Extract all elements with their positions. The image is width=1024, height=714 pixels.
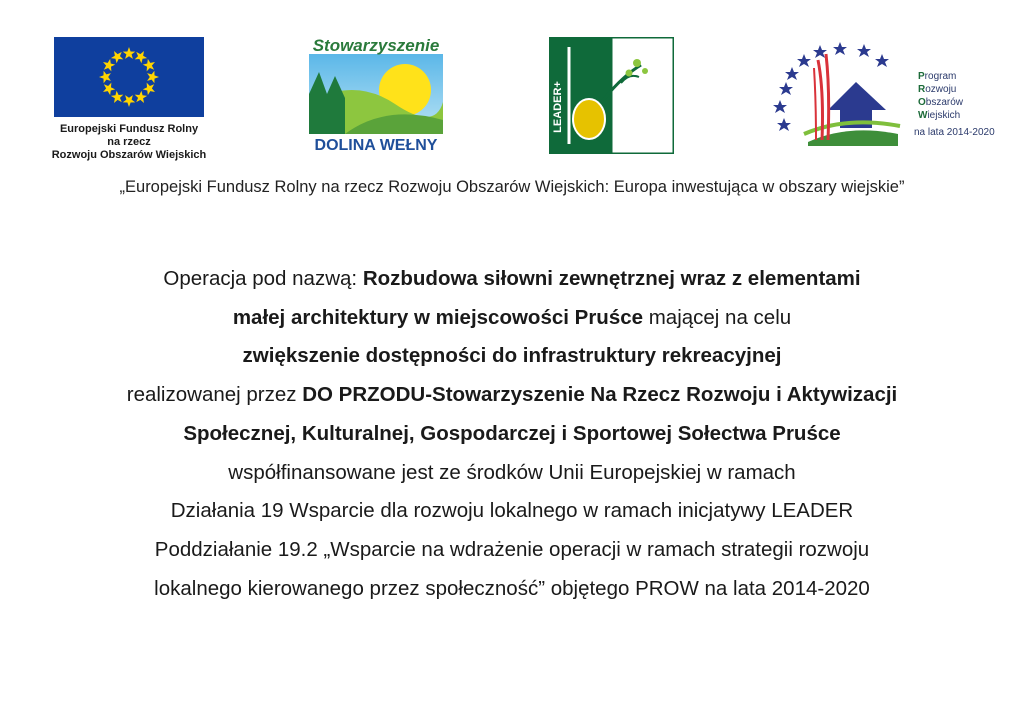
prow-word: bszarów xyxy=(925,97,964,108)
text-line xyxy=(0,570,1024,609)
text-fragment: Działania 19 Wsparcie dla rozwoju lokalnego w ramach inicjatywy LEADER xyxy=(170,499,854,523)
text-line xyxy=(0,492,1024,531)
dolina-welny-logo xyxy=(305,32,447,154)
text-fragment: realizowanej przez xyxy=(126,383,303,407)
prow-word: iejskich xyxy=(927,110,961,121)
prow-wordmark xyxy=(918,70,963,122)
eafrd-motto: „Europejski Fundusz Rolny na rzecz Rozwoju Obszarów Wiejskich: Europa inwestująca w obszary wiejskie” xyxy=(119,178,905,196)
text-line xyxy=(0,376,1024,415)
text-line xyxy=(0,531,1024,570)
text-fragment: Poddziałanie 19.2 „Wsparcie na wdrażenie operacji w ramach strategii rozwoju xyxy=(154,537,870,561)
text-line xyxy=(0,454,1024,493)
prow-initial: R xyxy=(918,84,926,95)
prow-initial: W xyxy=(918,110,928,121)
eu-logo-caption xyxy=(34,123,224,162)
prow-word: rogram xyxy=(924,71,957,82)
text-fragment: lokalnego kierowanego przez społeczność” objętego PROW na lata 2014-2020 xyxy=(154,576,870,600)
eu-caption-line: Europejski Fundusz Rolny xyxy=(59,123,199,135)
text-line xyxy=(0,260,1024,299)
operation-goal: zwiększenie dostępności do infrastruktury rekreacyjnej xyxy=(242,344,782,368)
operation-name: małej architektury w miejscowości Pruśce xyxy=(232,305,644,329)
text-fragment: Operacja pod nazwą: xyxy=(163,267,363,290)
operation-name: Rozbudowa siłowni zewnętrznej wraz z elementami xyxy=(362,267,861,290)
dolina-top-text: Stowarzyszenie xyxy=(312,36,440,55)
dolina-bottom-text: DOLINA WEŁNY xyxy=(314,137,438,154)
eu-flag-icon xyxy=(54,37,204,117)
beneficiary-name: DO PRZODU-Stowarzyszenie Na Rzecz Rozwoju i Aktywizacji xyxy=(302,383,898,407)
text-line xyxy=(0,299,1024,338)
eu-caption-line: na rzecz xyxy=(107,136,151,148)
eu-caption-line: Rozwoju Obszarów Wiejskich xyxy=(51,149,207,161)
leader-side-text: LEADER+ xyxy=(552,81,564,133)
leader-logo xyxy=(549,37,674,154)
prow-logo xyxy=(768,30,995,154)
prow-word: ozwoju xyxy=(925,84,957,95)
prow-initial: P xyxy=(918,71,925,82)
prow-initial: O xyxy=(918,97,926,108)
prow-years: na lata 2014-2020 xyxy=(914,127,995,138)
text-line xyxy=(0,337,1024,376)
beneficiary-name: Społecznej, Kulturalnej, Gospodarczej i Sportowej Sołectwa Pruśce xyxy=(183,421,841,445)
operation-description xyxy=(0,260,1024,608)
eu-logo xyxy=(51,37,207,162)
text-line xyxy=(0,415,1024,454)
text-fragment: mającej na celu xyxy=(643,305,792,329)
text-fragment: współfinansowane jest ze środków Unii Europejskiej w ramach xyxy=(228,460,796,484)
